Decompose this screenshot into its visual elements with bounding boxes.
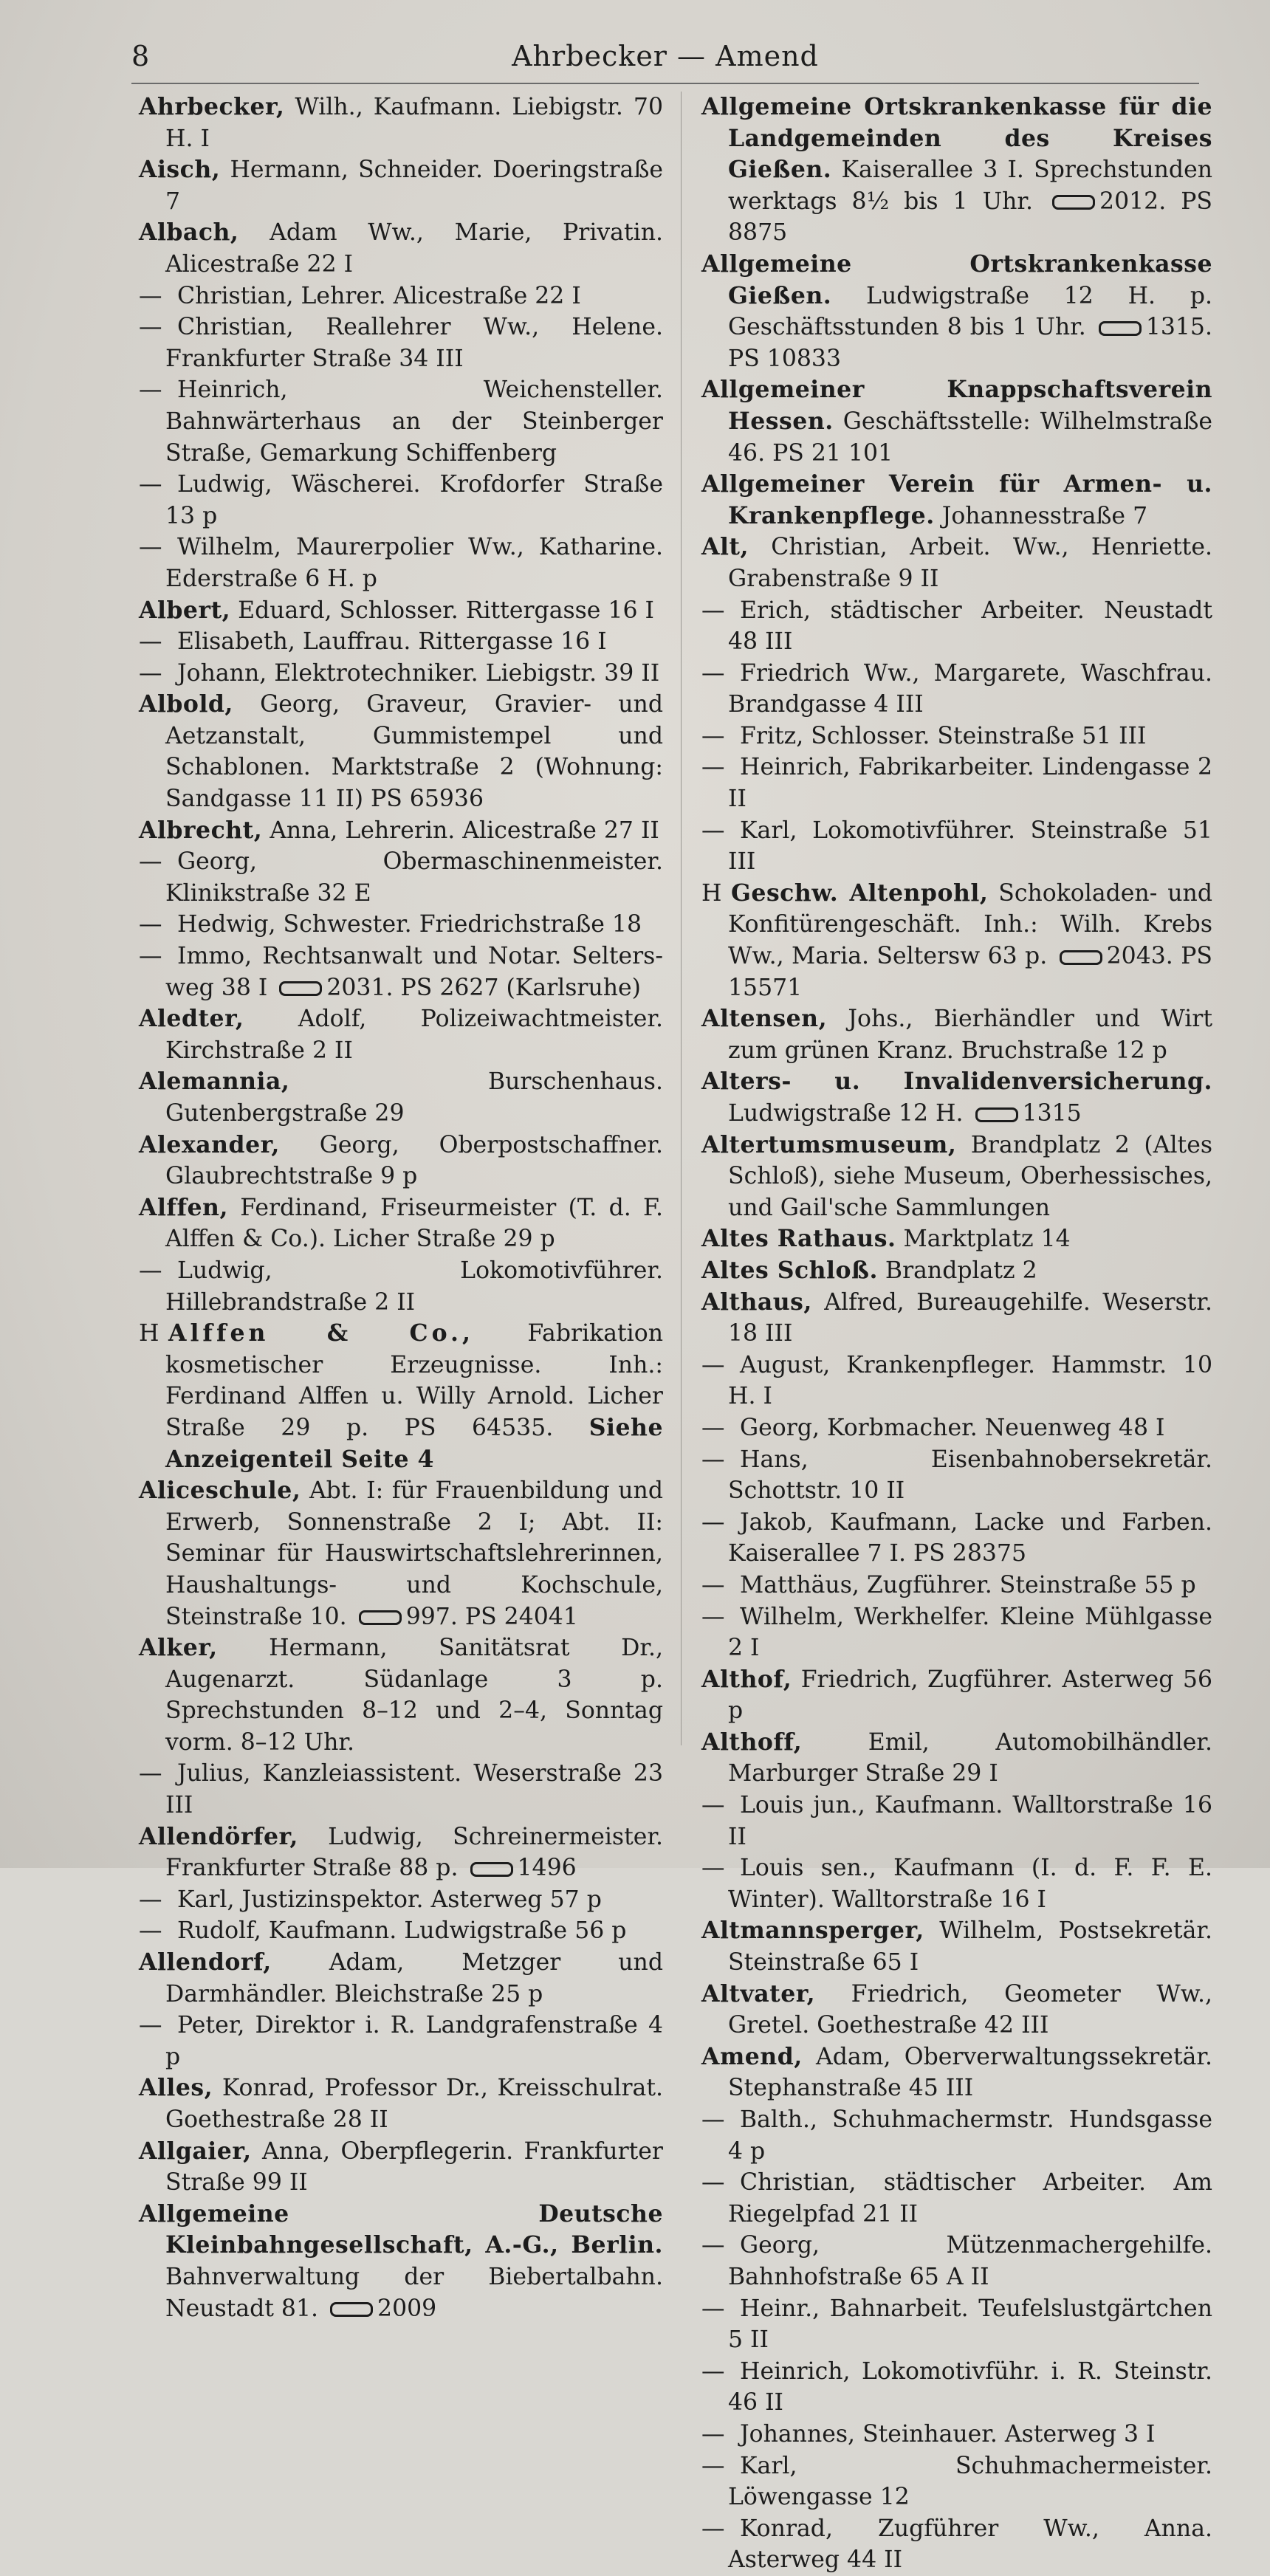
entry-text: Julius, Kanzleiassistent. Weserstraße 23 III: [165, 1760, 663, 1819]
entry-text: Marktplatz 14: [903, 1226, 1071, 1253]
entry-name: Albrecht,: [139, 816, 263, 844]
directory-entry: [139, 1475, 663, 1632]
ditto-dash: —: [139, 1917, 162, 1945]
entry-text: Wilhelm, Werkhelfer. Kleine Mühlgasse 2 I: [728, 1603, 1212, 1662]
directory-entry: [139, 532, 663, 594]
telephone-icon: [279, 981, 322, 996]
directory-entry: [701, 1727, 1212, 1790]
telephone-icon: [470, 1862, 513, 1877]
entry-text: Adolf, Polizeiwachtmeister. Kirchstraße 2 II: [165, 1006, 663, 1064]
directory-entry: [139, 1758, 663, 1821]
entry-name: Alles,: [139, 2074, 213, 2102]
directory-entry: [701, 2293, 1212, 2356]
ditto-dash: —: [701, 1414, 725, 1441]
ditto-dash: —: [701, 817, 725, 844]
entry-text: Wilh., Kaufmann. Liebigstr. 70 H. I: [165, 94, 664, 152]
entry-text: Johannesstraße 7: [941, 502, 1148, 529]
directory-entry: [701, 1130, 1212, 1224]
directory-entry: [701, 1979, 1212, 2041]
directory-entry: [701, 658, 1212, 721]
entry-text: August, Krankenpfleger. Hammstr. 10 H. I: [728, 1351, 1212, 1410]
entry-text: Heinrich, Fabrikarbeiter. Lindengasse 2 II: [728, 754, 1212, 813]
directory-entry: [139, 2199, 663, 2324]
directory-entry: [139, 1192, 663, 1255]
ditto-dash: —: [139, 282, 162, 309]
entry-text: Matthäus, Zugführer. Steinstraße 55 p: [740, 1571, 1196, 1598]
ditto-dash: —: [139, 943, 162, 970]
entry-text: Konrad, Zugführer Ww., Anna. Asterweg 44 II: [728, 2515, 1212, 2574]
directory-entry: [701, 1507, 1212, 1570]
entry-name: Albold,: [139, 690, 233, 718]
ditto-dash: —: [701, 2420, 725, 2448]
directory-entry: [701, 2419, 1212, 2450]
entry-text: Louis sen., Kaufmann (I. d. F. F. E. Winter). Walltorstraße 16 I: [728, 1855, 1212, 1913]
ditto-dash: —: [139, 1886, 162, 1913]
entry-text: Rudolf, Kaufmann. Ludwigstraße 56 p: [177, 1917, 627, 1945]
directory-entry: [139, 1066, 663, 1129]
entry-text: Jakob, Kaufmann, Lacke und Farben. Kaiserallee 7 I. PS 28375: [728, 1508, 1212, 1567]
directory-entry: [139, 689, 663, 814]
entry-text: Eduard, Schlosser. Rittergasse 16 I: [238, 597, 655, 624]
directory-entry: [139, 815, 663, 847]
entry-text: Heinrich, Weichensteller. Bahnwärterhaus an der Steinberger Straße, Gemarkung Schiffenberg: [165, 377, 663, 467]
ditto-dash: —: [139, 1760, 162, 1787]
ditto-dash: —: [701, 1855, 725, 1882]
phone-number: 997. PS 24041: [405, 1603, 578, 1630]
entry-name: Althof,: [701, 1665, 792, 1693]
entry-name: Altes Schloß.: [701, 1256, 878, 1284]
ditto-dash: —: [139, 848, 162, 876]
entry-name: Alt,: [701, 533, 749, 561]
entry-text: Ludwig, Lokomotivführer. Hillebrandstraße 2 II: [165, 1257, 663, 1316]
left-column: [139, 92, 663, 2324]
entry-text: Friedrich, Geometer Ww., Gretel. Goethestraße 42 III: [728, 1980, 1212, 2039]
entry-name: Allendorf,: [139, 1948, 272, 1976]
entry-name: Alters- u. Invalidenversicherung.: [701, 1068, 1212, 1096]
ditto-dash: —: [701, 1508, 725, 1536]
entry-text: Geschäftsstelle: Wilhelmstraße 46. PS 21 101: [728, 408, 1212, 467]
entry-text: Elisabeth, Lauffrau. Rittergasse 16 I: [177, 628, 607, 656]
directory-entry: [701, 1223, 1212, 1255]
entry-text: Wilhelm, Postsekretär. Steinstraße 65 I: [728, 1917, 1212, 1976]
directory-entry: [701, 1003, 1212, 1066]
entry-name: Alffen & Co.,: [168, 1319, 474, 1347]
entry-text: Heinrich, Lokomotivführ. i. R. Steinstr. 46 II: [728, 2357, 1212, 2417]
entry-text: Immo, Rechtsanwalt und Notar. Selters-weg 38 I: [165, 943, 663, 1001]
entry-text: Friedrich, Zugführer. Asterweg 56 p: [728, 1666, 1212, 1725]
entry-name: Alker,: [139, 1634, 218, 1662]
directory-entry: [701, 1066, 1212, 1129]
directory-entry: [701, 2356, 1212, 2419]
directory-entry: [701, 1287, 1212, 1350]
ditto-dash: —: [701, 1792, 725, 1819]
running-title: Ahrbecker — Amend: [512, 40, 819, 72]
phone-number: 2031. PS 2627 (Karlsruhe): [326, 974, 641, 1001]
directory-entry: [701, 532, 1212, 594]
directory-entry: [139, 941, 663, 1003]
entry-text: Heinr., Bahnarbeit. Teufelslustgärtchen 5 II: [728, 2295, 1212, 2354]
directory-entry: [139, 1915, 663, 1947]
entry-text: Anna, Lehrerin. Alicestraße 27 II: [270, 817, 659, 844]
entry-text: Bahnverwaltung der Biebertalbahn. Neustadt 81.: [165, 2263, 663, 2322]
right-column: [701, 92, 1212, 2576]
ditto-dash: —: [701, 1571, 725, 1598]
ditto-dash: —: [701, 2452, 725, 2479]
entry-text: Ludwigstraße 12 H.: [728, 1100, 964, 1127]
entry-text: Hermann, Sanitätsrat Dr., Augenarzt. Südanlage 3 p. Sprechstunden 8–12 und 2–4, Sonntag vorm. 8–12 Uhr.: [165, 1635, 663, 1756]
ditto-dash: —: [139, 659, 162, 687]
entry-text: Georg, Obermaschinenmeister. Klinikstraße 32 E: [165, 848, 663, 907]
directory-entry: [139, 469, 663, 532]
directory-entry: [701, 2041, 1212, 2104]
directory-entry: [701, 815, 1212, 878]
entry-name: Aledter,: [139, 1005, 244, 1033]
ditto-dash: —: [701, 722, 725, 749]
directory-entry: [701, 878, 1212, 1003]
phone-number: 1315: [1022, 1100, 1082, 1127]
ditto-dash: —: [701, 2357, 725, 2385]
directory-entry: [701, 1412, 1212, 1444]
entry-text: Karl, Schuhmachermeister. Löwengasse 12: [728, 2452, 1212, 2511]
directory-entry: [139, 2010, 663, 2072]
entry-name: Alffen,: [139, 1193, 228, 1221]
entry-text: Christian, Reallehrer Ww., Helene. Frankfurter Straße 34 III: [165, 314, 663, 372]
entry-text: Fabrikation kosmetischer Erzeugnisse. Inh.: Ferdinand Alffen u. Willy Arnold. Licher Straße 29 p. PS 64535.: [165, 1320, 663, 1441]
ditto-dash: —: [701, 659, 725, 687]
phone-number: 2012. PS 8875: [728, 188, 1212, 247]
entry-text: Christian, städtischer Arbeiter. Am Riegelpfad 21 II: [728, 2169, 1212, 2228]
entry-name: Allgemeine Deutsche Kleinbahngesellschaft, A.-G., Berlin.: [139, 2199, 663, 2259]
directory-entry: [139, 1632, 663, 1758]
entry-name: Althaus,: [701, 1288, 812, 1316]
entry-text: Christian, Arbeit. Ww., Henriette. Grabenstraße 9 II: [728, 534, 1212, 592]
ditto-dash: —: [701, 1603, 725, 1630]
directory-entry: [139, 281, 663, 312]
entry-name: Geschw. Altenpohl,: [731, 879, 989, 907]
directory-entry: [701, 1570, 1212, 1601]
entry-text: Ludwig, Wäscherei. Krofdorfer Straße 13 p: [165, 471, 663, 529]
directory-entry: [139, 595, 663, 627]
entry-text: Balth., Schuhmachermstr. Hundsgasse 4 p: [728, 2106, 1212, 2165]
entry-text: Peter, Direktor i. R. Landgrafenstraße 4 p: [165, 2012, 663, 2070]
directory-entry: [701, 374, 1212, 469]
directory-entry: [139, 2136, 663, 2199]
directory-entry: [701, 1790, 1212, 1852]
entry-text: Kaiserallee 3 I. Sprechstunden werktags 8½ bis 1 Uhr.: [728, 157, 1212, 215]
directory-entry: [139, 909, 663, 941]
entry-text: Erich, städtischer Arbeiter. Neustadt 48 III: [728, 597, 1212, 656]
directory-entry: [139, 2072, 663, 2135]
entry-text: Georg, Graveur, Gravier- und Aetzanstalt, Gummistempel und Schablonen. Marktstraße 2 (Wohnung: Sandgasse 11 II) PS 65936: [165, 691, 663, 813]
telephone-icon: [359, 1610, 402, 1625]
entry-name: Altmannsperger,: [701, 1917, 924, 1945]
phone-number: 2009: [377, 2295, 437, 2322]
ditto-dash: —: [701, 754, 725, 781]
column-divider: [681, 92, 682, 1745]
entry-name: Albach,: [139, 219, 239, 247]
directory-entry: [701, 2450, 1212, 2513]
ditto-dash: —: [139, 911, 162, 938]
entry-text: Karl, Justizinspektor. Asterweg 57 p: [177, 1886, 602, 1913]
ditto-dash: —: [701, 2232, 725, 2259]
advert-reference: Siehe Anzeigenteil Seite 4: [165, 1413, 663, 1473]
entry-text: Christian, Lehrer. Alicestraße 22 I: [177, 282, 581, 309]
entry-text: Schokoladen- und Konfitürengeschäft. Inh.: Wilh. Krebs Ww., Maria. Seltersw 63 p.: [728, 879, 1212, 970]
entry-text: Burschenhaus. Gutenbergstraße 29: [165, 1068, 663, 1127]
entry-text: Hedwig, Schwester. Friedrichstraße 18: [177, 911, 642, 938]
ditto-dash: —: [139, 471, 162, 498]
directory-entry: [139, 154, 663, 217]
directory-entry: [139, 92, 663, 154]
entry-mark: H: [701, 879, 722, 907]
entry-name: Aliceschule,: [139, 1477, 301, 1505]
telephone-icon: [975, 1107, 1018, 1122]
directory-entry: [701, 1444, 1212, 1507]
phone-number: 2043. PS 15571: [728, 943, 1212, 1001]
entry-mark: H: [139, 1320, 159, 1347]
entry-text: Adam Ww., Marie, Privatin. Alicestraße 22 I: [165, 219, 663, 278]
ditto-dash: —: [139, 314, 162, 341]
directory-entry: [701, 2104, 1212, 2167]
entry-name: Allgemeine Ortskrankenkasse Gießen.: [701, 250, 1212, 309]
directory-entry: [701, 721, 1212, 752]
directory-entry: [701, 2230, 1212, 2292]
directory-entry: [139, 1884, 663, 1916]
directory-entry: [701, 1664, 1212, 1727]
entry-text: Abt. I: für Frauenbildung und Erwerb, Sonnenstraße 2 I; Abt. II: Seminar für Hauswirtschaftslehrerinnen, Haushaltungs- und Kochschule, Steinstraße 10.: [165, 1477, 663, 1630]
entry-name: Amend,: [701, 2042, 803, 2070]
ditto-dash: —: [139, 2012, 162, 2039]
telephone-icon: [1052, 195, 1095, 210]
directory-entry: [139, 1130, 663, 1192]
entry-text: Alfred, Bureaugehilfe. Weserstr. 18 III: [728, 1288, 1212, 1347]
entry-name: Allgemeiner Knappschaftsverein Hessen.: [701, 376, 1212, 435]
entry-name: Altensen,: [701, 1005, 828, 1033]
ditto-dash: —: [701, 2106, 725, 2133]
directory-entry: [701, 1601, 1212, 1664]
entry-name: Altertumsmuseum,: [701, 1130, 957, 1158]
ditto-dash: —: [139, 377, 162, 404]
entry-text: Adam, Metzger und Darmhändler. Bleichstraße 25 p: [165, 1949, 663, 2007]
entry-name: Allgemeine Ortskrankenkasse für die Landgemeinden des Kreises Gießen.: [701, 93, 1212, 184]
phone-number: 1315. PS 10833: [728, 314, 1212, 372]
entry-name: Allgemeiner Verein für Armen- u. Krankenpflege.: [701, 470, 1212, 529]
page-header: [131, 37, 1199, 84]
directory-entry: [701, 1350, 1212, 1412]
directory-entry: [701, 1852, 1212, 1915]
directory-entry: [701, 2167, 1212, 2230]
telephone-icon: [1099, 321, 1142, 336]
directory-entry: [701, 469, 1212, 532]
entry-text: Hans, Eisenbahnobersekretär. Schottstr. 10 II: [728, 1446, 1212, 1505]
directory-entry: [139, 312, 663, 374]
phone-number: 1496: [517, 1855, 577, 1882]
entry-text: Hermann, Schneider. Doeringstraße 7: [165, 157, 664, 215]
directory-entry: [139, 846, 663, 909]
page-number: 8: [131, 40, 150, 72]
telephone-icon: [330, 2302, 373, 2317]
entry-text: Fritz, Schlosser. Steinstraße 51 III: [740, 722, 1147, 749]
entry-name: Alemannia,: [139, 1068, 290, 1096]
directory-entry: [139, 626, 663, 658]
directory-entry: [701, 92, 1212, 249]
directory-entry: [139, 1821, 663, 1884]
directory-entry: [139, 374, 663, 469]
entry-text: Emil, Automobilhändler. Marburger Straße 29 I: [728, 1728, 1212, 1787]
entry-name: Allgaier,: [139, 2137, 252, 2165]
entry-name: Altvater,: [701, 1979, 816, 2007]
entry-text: Georg, Mützenmachergehilfe. Bahnhofstraße 65 A II: [728, 2232, 1212, 2290]
directory-entry: [701, 249, 1212, 374]
ditto-dash: —: [701, 2295, 725, 2322]
entry-text: Ludwig, Schreinermeister. Frankfurter Straße 88 p.: [165, 1823, 664, 1882]
directory-entry: [701, 595, 1212, 658]
ditto-dash: —: [139, 1257, 162, 1284]
entry-text: Johannes, Steinhauer. Asterweg 3 I: [740, 2420, 1156, 2448]
ditto-dash: —: [701, 1351, 725, 1378]
ditto-dash: —: [139, 628, 162, 656]
entry-name: Ahrbecker,: [139, 93, 285, 120]
ditto-dash: —: [701, 1446, 725, 1473]
entry-text: Johs., Bierhändler und Wirt zum grünen Kranz. Bruchstraße 12 p: [728, 1006, 1212, 1064]
entry-name: Alexander,: [139, 1130, 280, 1158]
ditto-dash: —: [701, 2169, 725, 2197]
directory-entry: [139, 1947, 663, 2010]
entry-text: Karl, Lokomotivführer. Steinstraße 51 III: [728, 817, 1212, 876]
entry-text: Ferdinand, Friseurmeister (T. d. F. Alffen & Co.). Licher Straße 29 p: [165, 1194, 663, 1253]
entry-name: Aisch,: [139, 156, 221, 184]
directory-entry: [701, 2513, 1212, 2576]
directory-entry: [701, 1255, 1212, 1287]
entry-text: Louis jun., Kaufmann. Walltorstraße 16 II: [728, 1792, 1212, 1850]
entry-text: Friedrich Ww., Margarete, Waschfrau. Brandgasse 4 III: [728, 659, 1212, 718]
directory-entry: [139, 217, 663, 280]
entry-name: Althoff,: [701, 1728, 803, 1756]
entry-name: Allendörfer,: [139, 1822, 298, 1850]
directory-entry: [701, 1915, 1212, 1978]
entry-name: Albert,: [139, 596, 231, 624]
directory-entry: [701, 752, 1212, 814]
ditto-dash: —: [701, 2515, 725, 2542]
entry-text: Johann, Elektrotechniker. Liebigstr. 39 II: [177, 659, 660, 687]
entry-text: Anna, Oberpflegerin. Frankfurter Straße 99 II: [165, 2137, 663, 2197]
entry-text: Konrad, Professor Dr., Kreisschulrat. Goethestraße 28 II: [165, 2075, 663, 2133]
entry-text: Brandplatz 2 (Altes Schloß), siehe Museum, Oberhessisches, und Gail'sche Sammlungen: [728, 1131, 1213, 1221]
telephone-icon: [1060, 950, 1102, 965]
directory-entry: [139, 1003, 663, 1066]
directory-entry: [139, 658, 663, 690]
entry-name: Altes Rathaus.: [701, 1225, 896, 1253]
entry-text: Brandplatz 2: [885, 1257, 1037, 1284]
entry-text: Adam, Oberverwaltungssekretär. Stephanstraße 45 III: [728, 2043, 1212, 2102]
directory-entry: [139, 1255, 663, 1318]
directory-entry: [139, 1318, 663, 1475]
entry-text: Georg, Korbmacher. Neuenweg 48 I: [740, 1414, 1165, 1441]
entry-text: Wilhelm, Maurerpolier Ww., Katharine. Ederstraße 6 H. p: [165, 534, 663, 592]
entry-text: Ludwigstraße 12 H. p. Geschäftsstunden 8 bis 1 Uhr.: [728, 282, 1213, 341]
ditto-dash: —: [139, 534, 162, 561]
ditto-dash: —: [701, 597, 725, 624]
entry-text: Georg, Oberpostschaffner. Glaubrechtstraße 9 p: [165, 1131, 664, 1190]
